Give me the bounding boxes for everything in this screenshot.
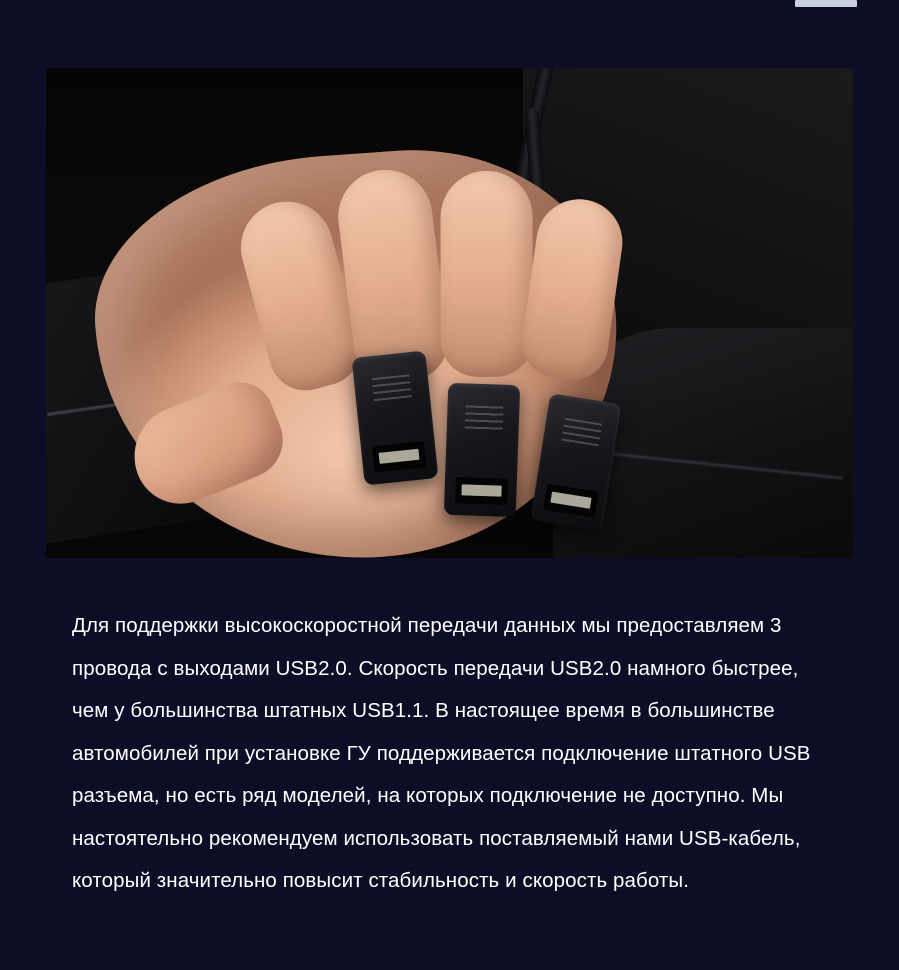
usb-label-marking-1 (372, 374, 413, 404)
usb-port-opening-2 (455, 477, 508, 505)
usb-label-marking-2 (465, 405, 504, 432)
usb-connector-1 (352, 350, 439, 485)
usb-port-opening-1 (372, 441, 426, 472)
description-text-block (72, 605, 832, 903)
usb-connector-2 (444, 383, 521, 517)
usb-label-marking-3 (561, 418, 603, 450)
finger-little (518, 194, 628, 384)
top-edge-strip (795, 0, 857, 7)
photo-canvas (46, 68, 853, 558)
product-photo (46, 68, 853, 558)
description-paragraph: Для поддержки высокоскоростной передачи данных мы предоставляем 3 провода с выходами USB2.0. Скорость передачи USB2.0 намного быстрее, чем у большинства штатных USB1.1. В настоящее время в большинстве автомобилей при установке ГУ поддерживается подключение штатного USB разъема, но есть ряд моделей, на которых подключение не доступно. Мы настоятельно рекомендуем использовать поставляемый нами USB-кабель, который значительно повысит стабильность и скорость работы. (72, 614, 811, 892)
finger-ring (441, 171, 533, 377)
usb-port-opening-3 (543, 484, 598, 518)
